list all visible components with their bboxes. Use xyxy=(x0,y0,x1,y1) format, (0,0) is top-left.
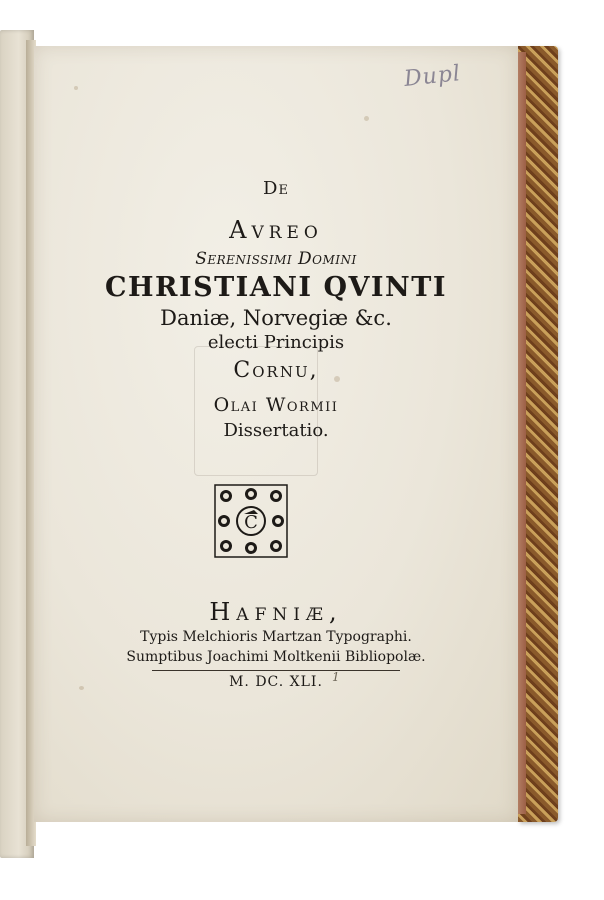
title-line-dissertatio: Dissertatio. xyxy=(223,420,329,441)
title-line-christiani: CHRISTIANI QVINTI xyxy=(105,272,447,303)
title-page xyxy=(34,46,518,822)
ornament-monogram: C xyxy=(244,512,258,533)
author-line: Olai Wormii xyxy=(213,394,339,416)
imprint-rule xyxy=(152,670,400,671)
title-line-de: De xyxy=(263,178,289,199)
pencil-annotation: Dupl xyxy=(402,61,463,92)
title-line-aureo: Avreo xyxy=(229,216,323,244)
imprint-publisher: Sumptibus Joachimi Moltkenii Bibliopolæ. xyxy=(126,649,426,665)
title-line-daniae: Daniæ, Norvegiæ &c. xyxy=(160,306,392,330)
foxing-spot xyxy=(364,116,369,121)
title-line-serenissimi: Serenissimi Domini xyxy=(195,249,357,269)
imprint-printer: Typis Melchioris Martzan Typographi. xyxy=(140,629,412,645)
ink-mark: 1 xyxy=(332,670,340,684)
imprint-year: M. DC. XLI. xyxy=(229,674,323,690)
imprint-place: Hafniæ, xyxy=(209,598,343,626)
title-line-cornu: Cornu, xyxy=(233,358,319,383)
printers-device-icon xyxy=(214,484,288,558)
title-line-electi: electi Principis xyxy=(207,332,345,353)
foxing-spot xyxy=(74,86,78,90)
